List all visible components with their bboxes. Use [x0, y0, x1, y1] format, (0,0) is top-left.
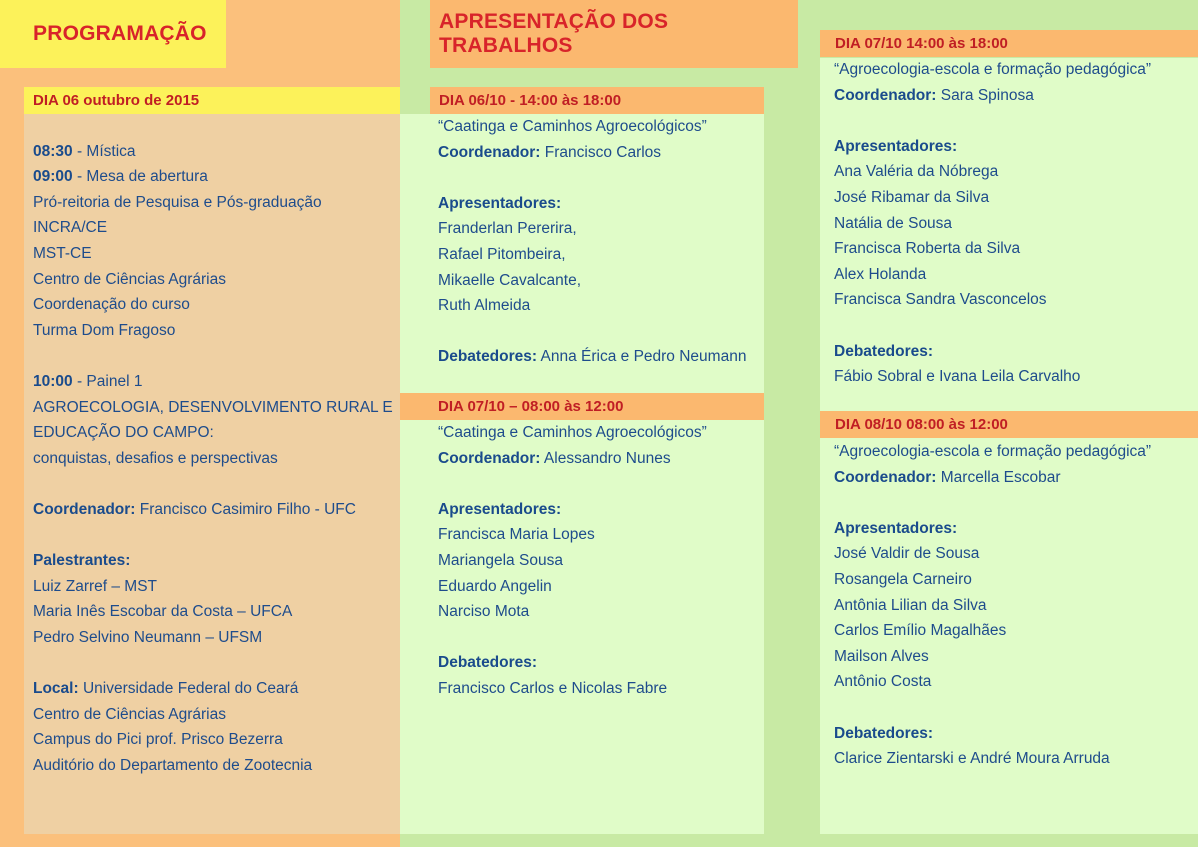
- line-label: 09:00: [33, 168, 73, 186]
- text-line: [438, 676, 707, 702]
- text-line: [834, 108, 1151, 134]
- text-line: [438, 446, 707, 472]
- line-text: Ruth Almeida: [438, 297, 531, 315]
- text-line: [33, 650, 393, 676]
- line-text: AGROECOLOGIA, DESENVOLVIMENTO RURAL E: [33, 398, 393, 416]
- text-line: [834, 262, 1151, 288]
- text-line: [438, 165, 746, 191]
- line-text: - Painel 1: [72, 372, 143, 390]
- text-line: [438, 650, 707, 676]
- text-line: [33, 369, 393, 395]
- text-line: [33, 190, 393, 216]
- line-text: Rafael Pitombeira,: [438, 245, 566, 263]
- session-details: [834, 439, 1151, 772]
- line-text: Antônio Costa: [834, 673, 932, 691]
- line-text: Luiz Zarref – MST: [33, 577, 158, 595]
- text-line: [438, 114, 746, 140]
- text-line: [33, 113, 393, 139]
- text-line: [33, 702, 393, 728]
- line-text: Mariangela Sousa: [438, 551, 563, 569]
- text-line: [438, 242, 746, 268]
- line-text: INCRA/CE: [33, 219, 108, 237]
- session-date-bar: DIA 07/10 – 08:00 às 12:00: [400, 393, 764, 420]
- line-text: “Agroecologia-escola e formação pedagógica”: [834, 61, 1152, 78]
- line-text: Eduardo Angelin: [438, 577, 552, 595]
- line-text: - Mística: [72, 142, 136, 160]
- line-text: conquistas, desafios e perspectivas: [33, 449, 278, 467]
- line-text: Carlos Emílio Magalhães: [834, 622, 1007, 640]
- text-line: [834, 695, 1151, 721]
- text-line: [33, 446, 393, 472]
- text-line: [834, 746, 1151, 772]
- text-line: [438, 140, 746, 166]
- text-line: [438, 574, 707, 600]
- text-line: [33, 548, 393, 574]
- text-line: [33, 523, 393, 549]
- line-text: Marcella Escobar: [936, 468, 1061, 486]
- text-line: [834, 83, 1151, 109]
- text-line: [834, 644, 1151, 670]
- text-line: [834, 516, 1151, 542]
- text-line: [33, 676, 393, 702]
- text-line: [438, 216, 746, 242]
- text-line: [438, 268, 746, 294]
- line-text: Natália de Sousa: [834, 214, 953, 232]
- line-text: Francisco Casimiro Filho - UFC: [135, 500, 356, 518]
- text-line: [33, 292, 393, 318]
- line-text: Antônia Lilian da Silva: [834, 596, 987, 614]
- text-line: [834, 57, 1151, 83]
- line-text: Centro de Ciências Agrárias: [33, 705, 226, 723]
- line-text: Universidade Federal do Ceará: [78, 680, 299, 698]
- line-label: Apresentadores:: [834, 519, 958, 537]
- text-line: [834, 669, 1151, 695]
- text-line: [33, 241, 393, 267]
- line-text: José Valdir de Sousa: [834, 545, 980, 563]
- text-line: [834, 567, 1151, 593]
- line-text: Sara Spinosa: [936, 86, 1034, 104]
- program-title: PROGRAMAÇÃO: [0, 0, 226, 68]
- text-line: [33, 727, 393, 753]
- text-line: [834, 211, 1151, 237]
- line-label: Coordenador:: [834, 468, 937, 486]
- text-line: [438, 625, 707, 651]
- text-line: [438, 548, 707, 574]
- line-text: Ana Valéria da Nóbrega: [834, 163, 999, 181]
- text-line: [33, 215, 393, 241]
- text-line: [834, 593, 1151, 619]
- text-line: [33, 267, 393, 293]
- text-line: [834, 439, 1151, 465]
- line-text: Alex Holanda: [834, 265, 927, 283]
- text-line: [834, 185, 1151, 211]
- presentations-title: APRESENTAÇÃO DOS TRABALHOS: [430, 0, 798, 68]
- line-text: Anna Érica e Pedro Neumann: [537, 348, 747, 366]
- text-line: [33, 139, 393, 165]
- line-text: EDUCAÇÃO DO CAMPO:: [33, 424, 214, 442]
- line-text: Francisco Carlos e Nicolas Fabre: [438, 679, 668, 697]
- text-line: [438, 599, 707, 625]
- text-line: [33, 343, 393, 369]
- line-text: Francisca Sandra Vasconcelos: [834, 291, 1047, 309]
- program-date-bar: DIA 06 outubro de 2015: [24, 87, 400, 114]
- text-line: [834, 364, 1151, 390]
- text-line: [438, 191, 746, 217]
- line-text: José Ribamar da Silva: [834, 188, 990, 206]
- text-line: [834, 465, 1151, 491]
- line-text: - Mesa de abertura: [72, 168, 208, 186]
- session-details: [834, 57, 1151, 390]
- text-line: [834, 339, 1151, 365]
- text-line: [33, 625, 393, 651]
- text-line: [438, 344, 746, 370]
- line-text: Pedro Selvino Neumann – UFSM: [33, 628, 263, 646]
- text-line: [834, 541, 1151, 567]
- session-date-bar: DIA 08/10 08:00 às 12:00: [820, 411, 1198, 438]
- session-date-bar: DIA 07/10 14:00 às 18:00: [820, 30, 1198, 57]
- line-label: Coordenador:: [834, 86, 937, 104]
- line-label: Coordenador:: [438, 143, 541, 161]
- line-label: Debatedores:: [438, 654, 538, 672]
- line-text: “Agroecologia-escola e formação pedagógica”: [834, 443, 1152, 460]
- line-label: Debatedores:: [834, 342, 934, 360]
- text-line: [438, 293, 746, 319]
- text-line: [438, 420, 707, 446]
- line-label: Apresentadores:: [834, 137, 958, 155]
- line-label: Apresentadores:: [438, 194, 562, 212]
- line-label: Coordenador:: [33, 500, 136, 518]
- line-text: Turma Dom Fragoso: [33, 321, 176, 339]
- text-line: [834, 159, 1151, 185]
- line-text: Narciso Mota: [438, 603, 530, 621]
- line-label: Debatedores:: [438, 348, 538, 366]
- session-date-bar: DIA 06/10 - 14:00 às 18:00: [430, 87, 764, 114]
- text-line: [834, 490, 1151, 516]
- line-text: “Caatinga e Caminhos Agroecológicos”: [438, 424, 707, 441]
- line-text: Campus do Pici prof. Prisco Bezerra: [33, 731, 283, 749]
- line-text: Auditório do Departamento de Zootecnia: [33, 756, 313, 774]
- line-text: Franderlan Pererira,: [438, 220, 577, 238]
- text-line: [33, 497, 393, 523]
- text-line: [33, 599, 393, 625]
- line-label: Apresentadores:: [438, 500, 562, 518]
- text-line: [33, 471, 393, 497]
- line-text: Mailson Alves: [834, 647, 929, 665]
- text-line: [33, 318, 393, 344]
- line-text: Clarice Zientarski e André Moura Arruda: [834, 750, 1110, 768]
- text-line: [438, 471, 707, 497]
- line-text: Rosangela Carneiro: [834, 570, 972, 588]
- text-line: [33, 395, 393, 421]
- line-text: “Caatinga e Caminhos Agroecológicos”: [438, 118, 707, 135]
- text-line: [834, 236, 1151, 262]
- line-text: MST-CE: [33, 244, 92, 262]
- text-line: [33, 574, 393, 600]
- line-text: Alessandro Nunes: [540, 449, 671, 467]
- text-line: [438, 319, 746, 345]
- line-label: Local:: [33, 680, 79, 698]
- text-line: [834, 313, 1151, 339]
- text-line: [834, 618, 1151, 644]
- text-line: [33, 420, 393, 446]
- line-label: Palestrantes:: [33, 552, 131, 570]
- text-line: [33, 753, 393, 779]
- line-text: Francisca Roberta da Silva: [834, 240, 1021, 258]
- line-text: Coordenação do curso: [33, 296, 190, 314]
- line-label: 08:30: [33, 142, 73, 160]
- text-line: [834, 721, 1151, 747]
- session-details: [438, 420, 707, 702]
- line-label: Coordenador:: [438, 449, 541, 467]
- line-text: Francisco Carlos: [540, 143, 662, 161]
- line-text: Francisca Maria Lopes: [438, 526, 595, 544]
- line-text: Centro de Ciências Agrárias: [33, 270, 226, 288]
- text-line: [33, 164, 393, 190]
- line-text: Pró-reitoria de Pesquisa e Pós-graduação: [33, 193, 322, 211]
- text-line: [438, 522, 707, 548]
- program-schedule: [33, 113, 393, 778]
- line-text: Fábio Sobral e Ivana Leila Carvalho: [834, 368, 1081, 386]
- line-text: Mikaelle Cavalcante,: [438, 271, 582, 289]
- session-details: [438, 114, 746, 370]
- line-label: Debatedores:: [834, 724, 934, 742]
- text-line: [834, 287, 1151, 313]
- line-label: 10:00: [33, 372, 73, 390]
- text-line: [834, 134, 1151, 160]
- line-text: Maria Inês Escobar da Costa – UFCA: [33, 603, 293, 621]
- text-line: [438, 497, 707, 523]
